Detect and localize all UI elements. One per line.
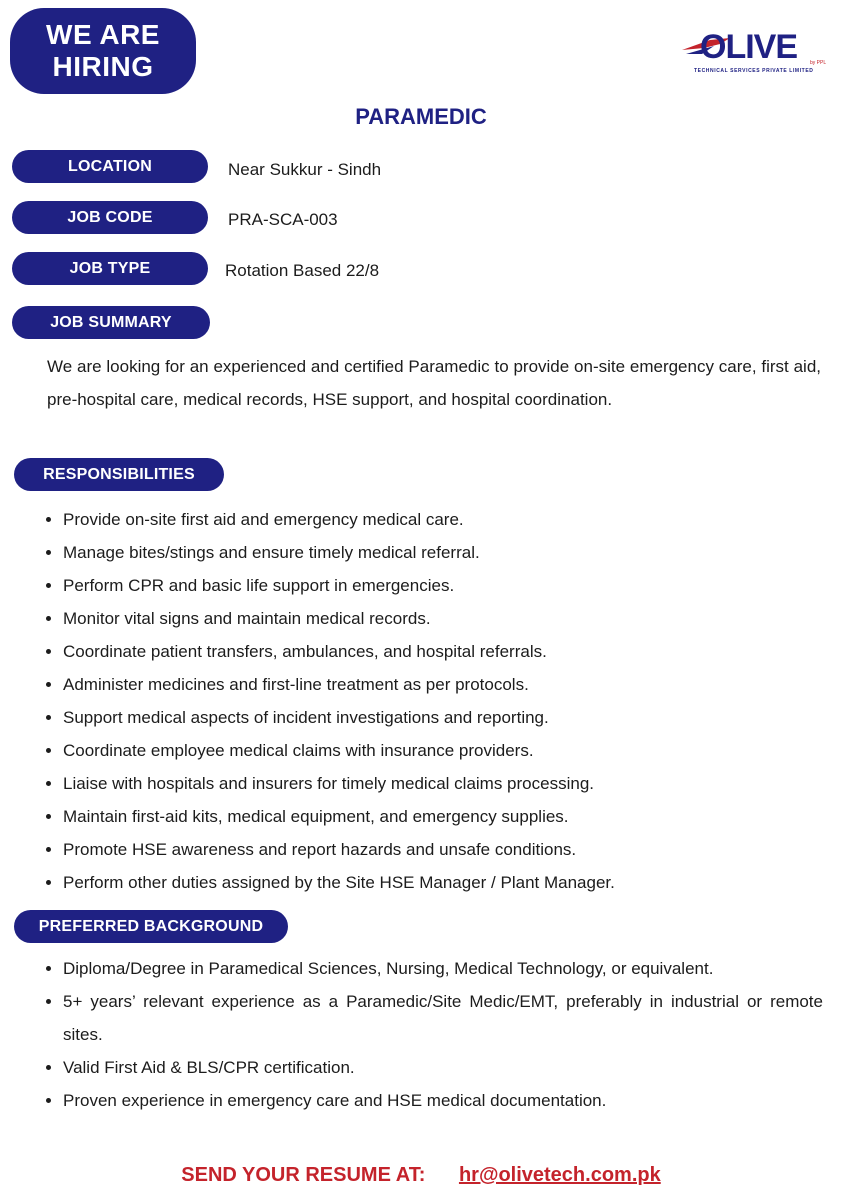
list-item: Proven experience in emergency care and HSE medical documentation. xyxy=(63,1084,823,1117)
logo-tagline: TECHNICAL SERVICES PRIVATE LIMITED xyxy=(694,68,814,74)
email-link[interactable]: hr@olivetech.com.pk xyxy=(458,1164,661,1186)
list-item: Maintain first-aid kits, medical equipment, and emergency supplies. xyxy=(63,800,823,833)
list-item: Coordinate employee medical claims with insurance providers. xyxy=(63,734,823,767)
background-list xyxy=(63,952,823,1117)
list-item: Perform other duties assigned by the Site HSE Manager / Plant Manager. xyxy=(63,866,823,899)
list-item: Administer medicines and first-line treatment as per protocols. xyxy=(63,668,823,701)
list-item: Provide on-site first aid and emergency medical care. xyxy=(63,503,823,536)
list-item: 5+ years’ relevant experience as a Paramedic/Site Medic/EMT, preferably in industrial or remote sites. xyxy=(63,985,823,1051)
responsibilities-list xyxy=(63,503,823,899)
job-summary-text: We are looking for an experienced and certified Paramedic to provide on-site emergency care, first aid, pre-hospital care, medical records, HSE support, and hospital coordination. xyxy=(47,357,821,409)
list-item: Perform CPR and basic life support in emergencies. xyxy=(63,569,823,602)
location-pill: LOCATION xyxy=(12,150,208,183)
logo-word: OLIVE xyxy=(700,28,798,66)
list-item: Manage bites/stings and ensure timely medical referral. xyxy=(63,536,823,569)
job-code-value: PRA-SCA-003 xyxy=(228,210,338,229)
olive-logo xyxy=(680,28,832,78)
job-summary-pill: JOB SUMMARY xyxy=(12,306,210,339)
job-code-pill: JOB CODE xyxy=(12,201,208,234)
footer-cta xyxy=(0,1164,842,1187)
job-type-pill: JOB TYPE xyxy=(12,252,208,285)
job-title: PARAMEDIC xyxy=(355,104,487,129)
list-item: Promote HSE awareness and report hazards and unsafe conditions. xyxy=(63,833,823,866)
job-type-value: Rotation Based 22/8 xyxy=(225,261,380,280)
hiring-line-2: HIRING xyxy=(52,51,154,82)
list-item: Liaise with hospitals and insurers for timely medical claims processing. xyxy=(63,767,823,800)
hiring-line-1: WE ARE xyxy=(46,19,160,50)
list-item: Valid First Aid & BLS/CPR certification. xyxy=(63,1051,823,1084)
preferred-background-pill: PREFERRED BACKGROUND xyxy=(14,910,288,943)
responsibilities-pill: RESPONSIBILITIES xyxy=(14,458,224,491)
logo-by: by PPL xyxy=(810,60,827,66)
list-item: Diploma/Degree in Paramedical Sciences, Nursing, Medical Technology, or equivalent. xyxy=(63,952,823,985)
list-item: Support medical aspects of incident investigations and reporting. xyxy=(63,701,823,734)
footer-label: SEND YOUR RESUME AT: xyxy=(181,1164,426,1186)
list-item: Monitor vital signs and maintain medical records. xyxy=(63,602,823,635)
we-are-hiring-badge xyxy=(10,8,196,94)
list-item: Coordinate patient transfers, ambulances, and hospital referrals. xyxy=(63,635,823,668)
location-value: Near Sukkur - Sindh xyxy=(228,160,382,179)
